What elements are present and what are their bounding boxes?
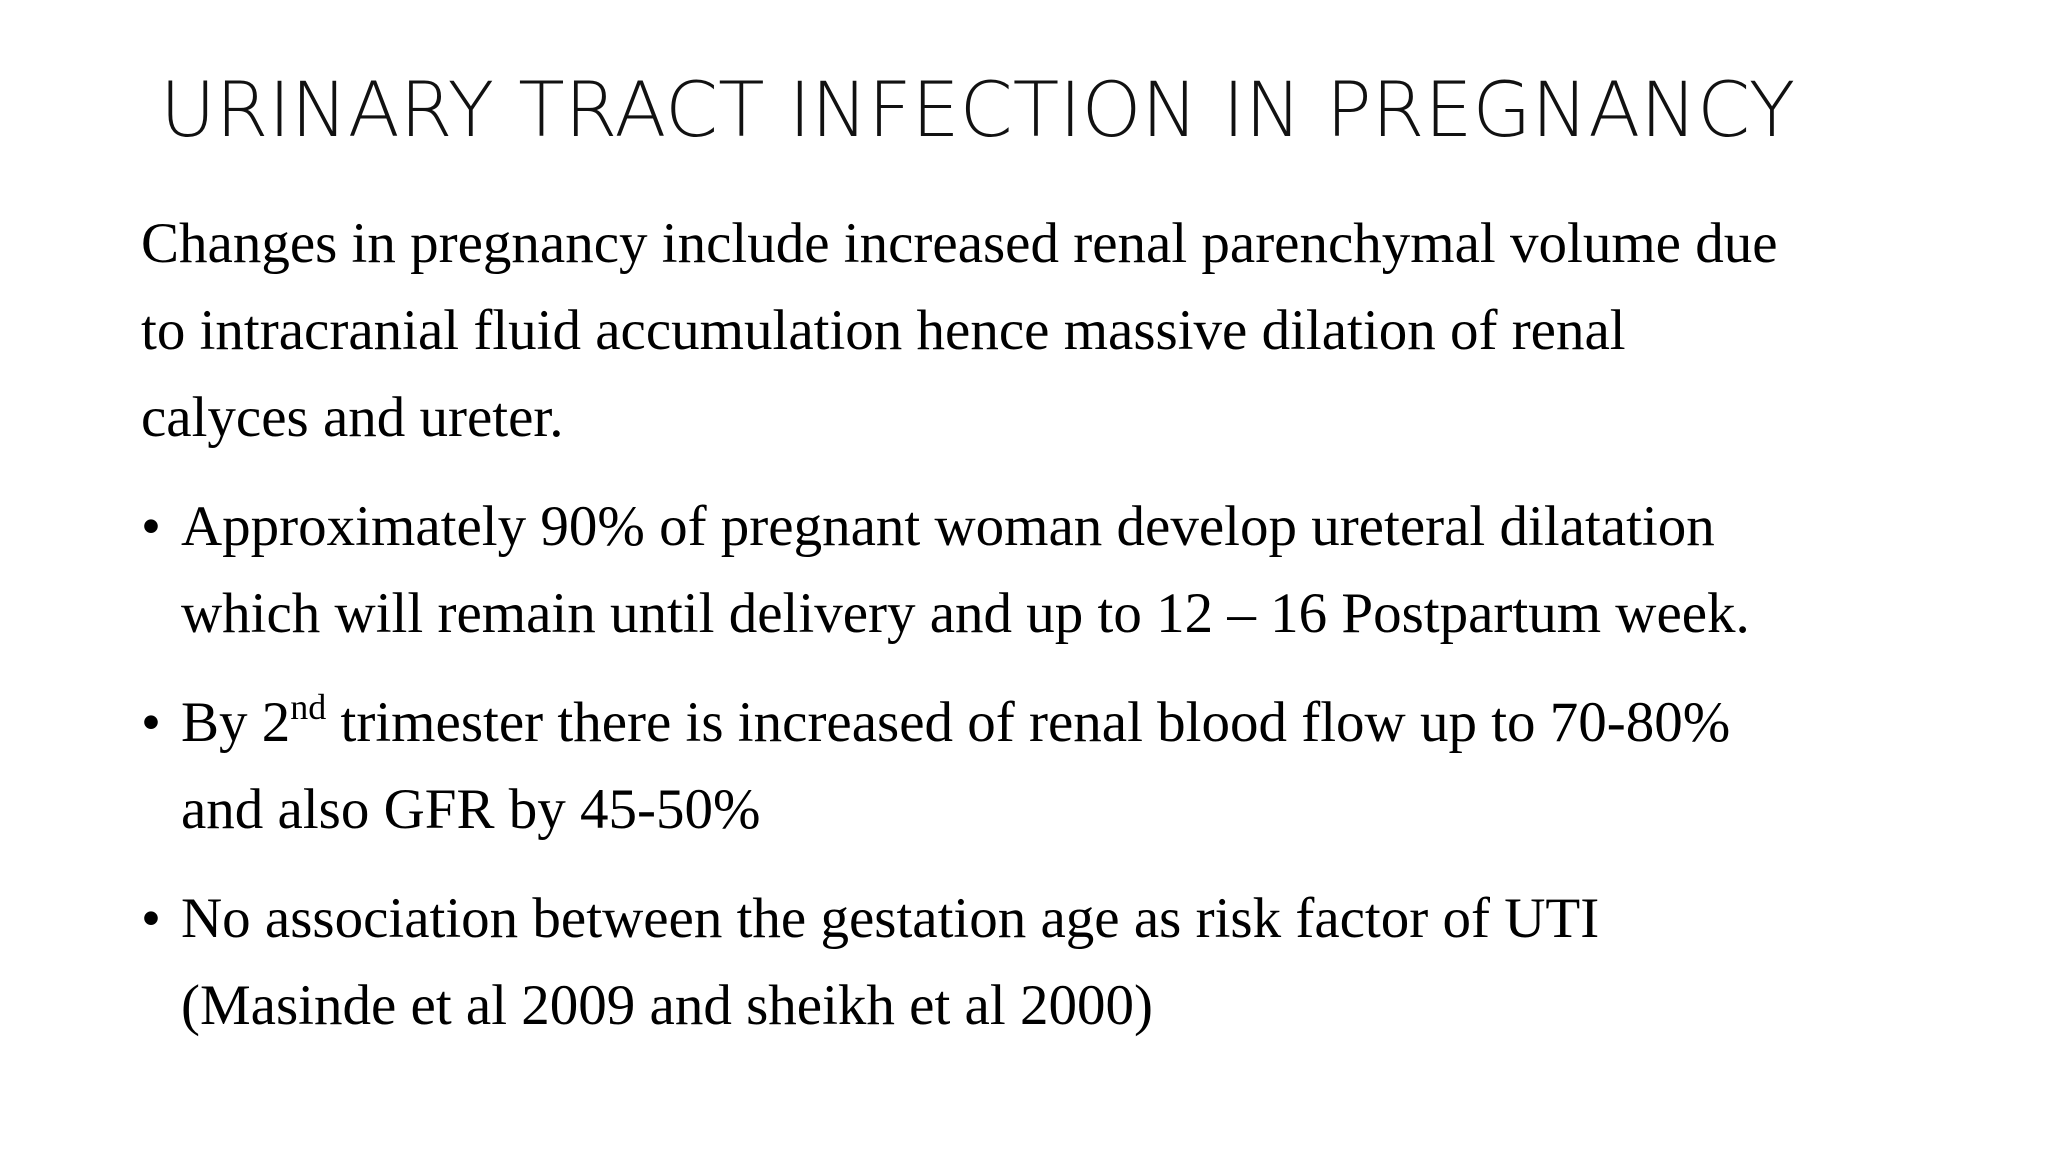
bullet-list bbox=[141, 483, 1961, 1049]
bullet-dot-icon: • bbox=[141, 887, 161, 950]
slide-body bbox=[141, 200, 1961, 1049]
bullet-line: which will remain until delivery and up to 12 – 16 Postpartum week. bbox=[181, 582, 1750, 645]
bullet-text: By 2 bbox=[181, 691, 291, 754]
bullet-dot-icon: • bbox=[141, 495, 161, 558]
bullet-line: and also GFR by 45-50% bbox=[181, 778, 761, 841]
intro-paragraph bbox=[141, 200, 1961, 461]
bullet-text: trimester there is increased of renal blood flow up to 70-80% bbox=[326, 691, 1731, 754]
bullet-item bbox=[141, 483, 1961, 657]
bullet-line bbox=[181, 679, 1961, 766]
intro-line: Changes in pregnancy include increased renal parenchymal volume due bbox=[141, 212, 1778, 275]
bullet-dot-icon: • bbox=[141, 691, 161, 754]
superscript: nd bbox=[290, 687, 327, 727]
intro-line: to intracranial fluid accumulation hence massive dilation of renal bbox=[141, 299, 1626, 362]
slide-title: URINARY TRACT INFECTION IN PREGNANCY bbox=[160, 65, 1796, 154]
bullet-line: No association between the gestation age as risk factor of UTI bbox=[181, 887, 1600, 950]
bullet-line: (Masinde et al 2009 and sheikh et al 2000) bbox=[181, 974, 1153, 1037]
bullet-item bbox=[141, 679, 1961, 853]
bullet-line: Approximately 90% of pregnant woman develop ureteral dilatation bbox=[181, 495, 1715, 558]
intro-line: calyces and ureter. bbox=[141, 386, 564, 449]
bullet-item bbox=[141, 875, 1961, 1049]
